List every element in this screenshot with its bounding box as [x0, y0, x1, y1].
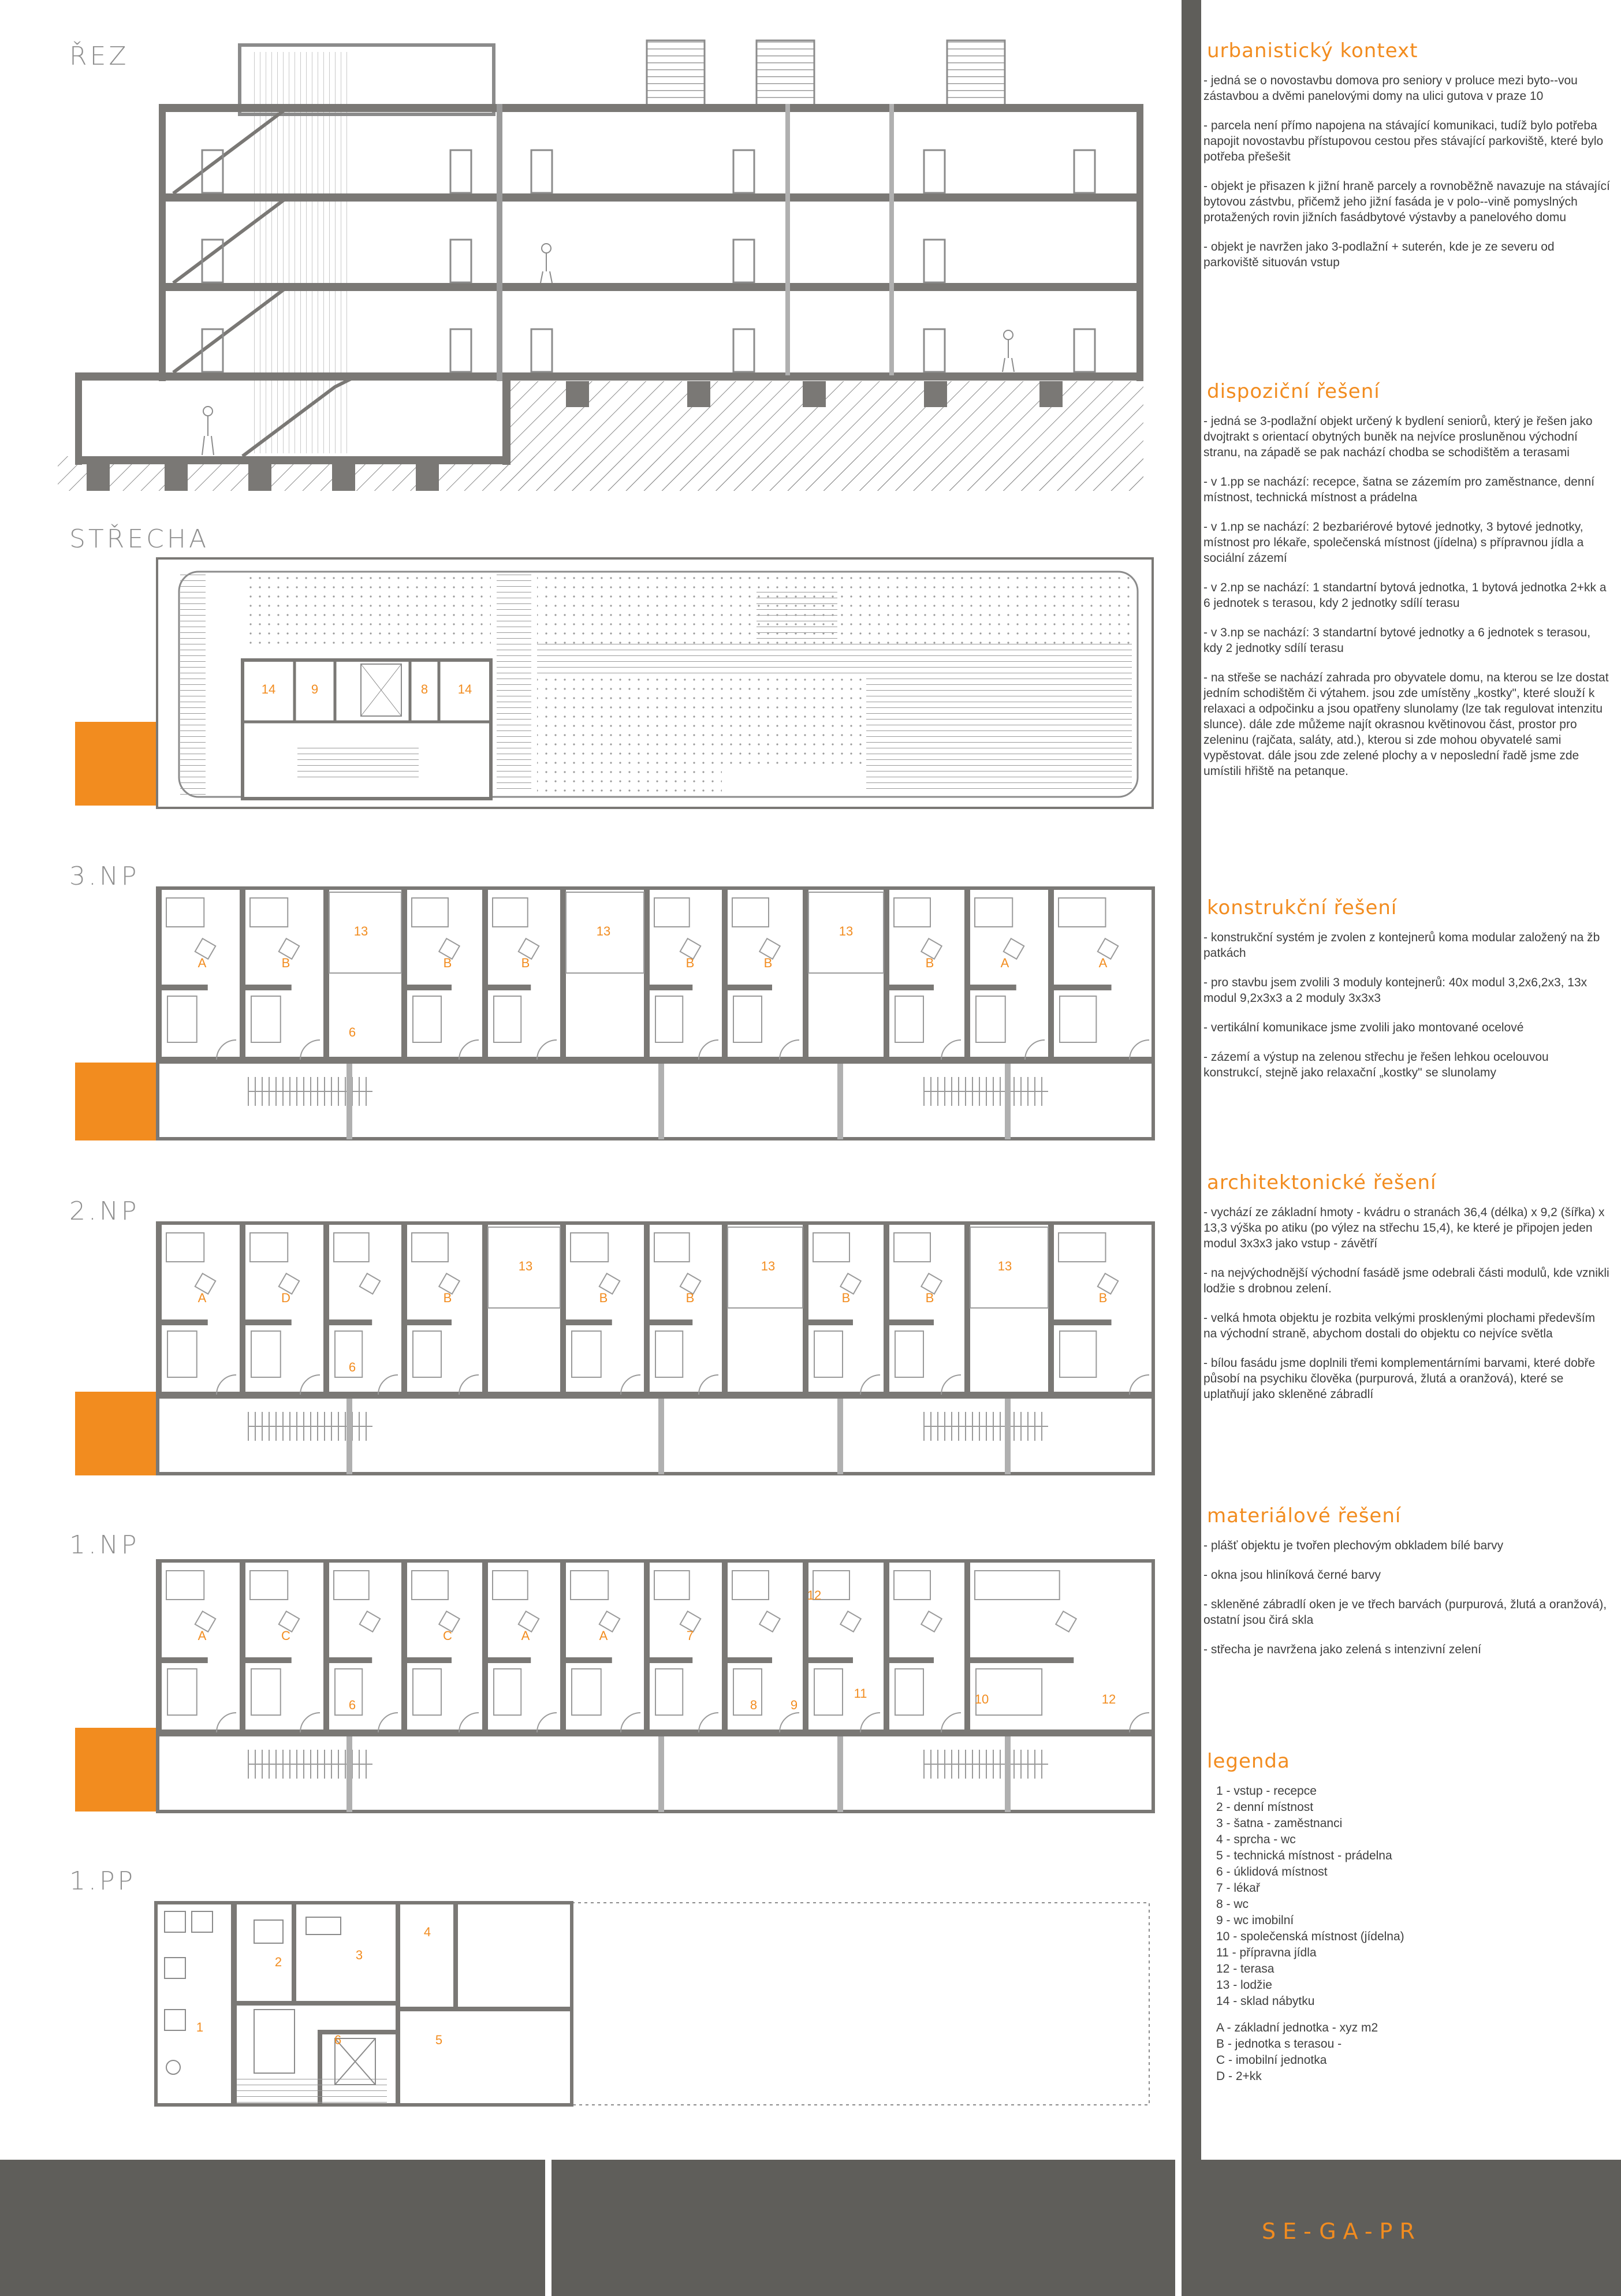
paragraph: - vertikální komunikace jsme zvolili jako montované ocelové [1203, 1021, 1524, 1034]
np2-title: 2.NP [69, 1197, 140, 1226]
np1-room-label: 12 [1101, 1692, 1116, 1706]
roof-room-label: 8 [420, 682, 428, 696]
np2-room-label: 6 [348, 1360, 356, 1374]
architecture-section [1203, 1171, 1611, 1416]
paragraph: - v 2.np se nachází: 1 standartní bytová jednotka, 1 bytová jednotka 2+kk a 6 jednotek s terasou, kdy 2 jednotky sdílí terasu [1203, 581, 1607, 610]
paragraph: - v 3.np se nachází: 3 standartní bytové jednotky a 6 jednotek s terasou, kdy 2 jednotky sdílí terasu [1203, 626, 1591, 655]
np1-room-label: C [281, 1628, 290, 1643]
paragraph: - na nejvýchodnější východní fasádě jsme odebrali části modulů, kde vznikli lodžie s drobnou zelení. [1203, 1266, 1609, 1295]
np3-room-label: B [685, 956, 695, 970]
footer-band-left [0, 2160, 545, 2296]
np2-room-label: B [599, 1291, 608, 1305]
section-heading: dispoziční řešení [1207, 380, 1380, 403]
pp1-room-label: 3 [355, 1948, 363, 1962]
np2-room-label: B [841, 1291, 851, 1305]
np2-room-label: B [1098, 1291, 1108, 1305]
floor-plan-2np [156, 1221, 1155, 1475]
legend-item: 12 - terasa [1216, 1962, 1275, 1976]
floor-plan-3np [156, 886, 1155, 1140]
paragraph: - pro stavbu jsem zvolili 3 moduly kontejnerů: 40x modul 3,2x6,2x3, 13x modul 9,2x3x3 a 2 moduly 3x3x3 [1203, 976, 1588, 1005]
pp1-room-label: 5 [435, 2033, 443, 2047]
paragraph: - bílou fasádu jsme doplnili třemi komplementárními barvami, které dobře působí na psychiku člověka (purpurová, žlutá a oranžová), které se uplatňují jako skleněné zábradlí [1203, 1356, 1596, 1401]
paragraph: - parcela není přímo napojena na stávající komunikaci, tudíž bylo potřeba napojit novostavbu přístupovou cestou přes stávající parkoviště, které bylo potřeba přešešit [1203, 119, 1604, 163]
paragraph: - objekt je přisazen k jižní hraně parcely a rovnoběžně navazuje na stávající bytovou zástvbu, přičemž jeho jižní fasáda je v polo--vině pomyslných protažených rovin jižních fasádbytové výstavby a panelového domu [1203, 180, 1610, 224]
np3-room-label: B [443, 956, 452, 970]
section-heading: konstrukční řešení [1207, 896, 1398, 919]
np1-title: 1.NP [69, 1530, 140, 1560]
orange-color-swatch [75, 722, 157, 806]
legend-unit-item: B - jednotka s terasou - [1216, 2037, 1342, 2051]
legend-item: 3 - šatna - zaměstnanci [1216, 1817, 1343, 1830]
legend-item: 4 - sprcha - wc [1216, 1833, 1296, 1846]
materials-section [1203, 1504, 1611, 1671]
np3-room-label: A [197, 956, 207, 970]
paragraph: - okna jsou hliníková černé barvy [1203, 1568, 1381, 1582]
legend-room-list [1203, 1783, 1611, 2010]
np2-room-label: A [197, 1291, 207, 1305]
legend-item: 2 - denní místnost [1216, 1801, 1314, 1814]
np2-room-label: 13 [518, 1259, 533, 1273]
legend-item: 14 - sklad nábytku [1216, 1995, 1315, 2008]
legend-unit-list [1203, 2020, 1611, 2085]
floor-plan-1np [156, 1559, 1155, 1813]
legend-unit-item: A - základní jednotka - xyz m2 [1216, 2021, 1378, 2034]
paragraph: - v 1.pp se nachází: recepce, šatna se zázemím pro zaměstnance, denní místnost, technická místnost a prádelna [1203, 475, 1595, 504]
building-section-drawing [58, 35, 1184, 497]
roof-room-label: 14 [261, 682, 276, 696]
np1-room-label: C [443, 1628, 452, 1643]
legend-item: 9 - wc imobilní [1216, 1914, 1294, 1927]
pp1-room-label: 6 [334, 2033, 342, 2047]
np3-room-label: B [281, 956, 290, 970]
paragraph: - v 1.np se nachází: 2 bezbariérové bytové jednotky, 3 bytové jednotky, místnost pro lékaře, společenská místnost (jídelna) s přípravnou jídla a sociální zázemí [1203, 520, 1584, 565]
floor-plan-1pp [64, 1894, 1155, 2119]
legend-item: 8 - wc [1216, 1898, 1249, 1911]
legend-section [1203, 1750, 1611, 2085]
legend-item: 5 - technická místnost - prádelna [1216, 1849, 1392, 1862]
pp1-title: 1.PP [69, 1866, 136, 1896]
np3-room-label: 13 [353, 924, 368, 938]
np2-room-label: B [925, 1291, 934, 1305]
legend-unit-item: D - 2+kk [1216, 2070, 1262, 2083]
np1-room-label: A [197, 1628, 207, 1643]
np3-room-label: A [1098, 956, 1108, 970]
np1-room-label: 9 [790, 1698, 798, 1712]
legend-item: 6 - úklidová místnost [1216, 1865, 1328, 1878]
np1-room-label: A [521, 1628, 530, 1643]
np1-room-label: 11 [854, 1686, 867, 1701]
legend-item: 7 - lékař [1216, 1881, 1260, 1895]
layout-section [1203, 380, 1611, 793]
section-heading: legenda [1207, 1750, 1290, 1773]
section-title: ŘEZ [69, 42, 129, 71]
np3-room-label: B [763, 956, 773, 970]
np3-title: 3.NP [69, 862, 140, 891]
urban-context-section [1203, 39, 1611, 284]
np2-room-label: D [281, 1291, 290, 1305]
np2-room-label: B [685, 1291, 695, 1305]
paragraph: - plášť objektu je tvořen plechovým obkladem bílé barvy [1203, 1539, 1504, 1552]
orange-color-swatch [75, 1063, 157, 1140]
np3-room-label: B [925, 956, 934, 970]
np1-room-label: 8 [750, 1698, 758, 1712]
np3-room-label: 6 [348, 1025, 356, 1039]
paragraph: - střecha je navržena jako zelená s intenzivní zelení [1203, 1643, 1481, 1656]
roof-room-label: 9 [311, 682, 319, 696]
orange-color-swatch [75, 1728, 157, 1812]
legend-item: 11 - přípravna jídla [1216, 1946, 1317, 1959]
pp1-room-label: 2 [274, 1955, 282, 1969]
np3-room-label: B [521, 956, 530, 970]
section-heading: architektonické řešení [1207, 1171, 1437, 1194]
paragraph: - skleněné zábradlí oken je ve třech barvách (purpurová, žlutá a oranžová), ostatní jsou čirá skla [1203, 1598, 1607, 1627]
pp1-room-label: 1 [196, 2020, 204, 2034]
np1-room-label: A [599, 1628, 608, 1643]
paragraph: - zázemí a výstup na zelenou střechu je řešen lehkou ocelouvou konstrukcí, stejně jako relaxační „kostky" se slunolamy [1203, 1050, 1549, 1079]
legend-item: 13 - lodžie [1216, 1978, 1272, 1992]
paragraph: - jedná se 3-podlažní objekt určený k bydlení seniorů, který je řešen jako dvojtrakt s orientací obytných buněk na nejvíce prosluněnou východní stranu, na západě se pak nachází chodba se schodištěm a terasami [1203, 415, 1593, 459]
np3-room-label: 13 [839, 924, 854, 938]
np2-room-label: 13 [761, 1259, 776, 1273]
paragraph: - konstrukční systém je zvolen z kontejnerů koma modular založený na žb patkách [1203, 931, 1600, 960]
construction-section [1203, 896, 1611, 1094]
orange-color-swatch [75, 1392, 157, 1475]
brand-mark: SE-GA-PR [1262, 2219, 1422, 2244]
section-heading: materiálové řešení [1207, 1504, 1402, 1527]
np1-room-label: 7 [686, 1628, 694, 1643]
np2-room-label: 13 [997, 1259, 1012, 1273]
paragraph: - jedná se o novostavbu domova pro seniory v proluce mezi byto--vou zástavbou a dvěmi panelovými domy na ulici gutova v praze 10 [1203, 74, 1578, 103]
paragraph: - na střeše se nachází zahrada pro obyvatele domu, na kterou se lze dostat jedním schodištěm či výtahem. jsou zde umístěny „kostky", které slouží k relaxaci a odpočinku a jsou opatřeny slunolamy (lze tak regulovat intenzitu slunce). dále zde můžeme najít okrasnou květinovou část, prostor pro zeleninu (rajčata, saláty, atd.), kterou si zde mohou obyvatelé sami vypěstovat. dále jsou zde zelené plochy a v neposlední řadě jsme zde umístili hřiště na petanque. [1203, 671, 1609, 778]
pp1-room-label: 4 [423, 1925, 431, 1939]
np2-room-label: B [443, 1291, 452, 1305]
np3-room-label: 13 [596, 924, 611, 938]
footer-band-middle [551, 2160, 1175, 2296]
legend-item: 1 - vstup - recepce [1216, 1784, 1317, 1798]
paragraph: - objekt je navržen jako 3-podlažní + suterén, kde je ze severu od parkoviště situován vstup [1203, 240, 1555, 269]
np1-room-label: 10 [974, 1692, 989, 1706]
roof-title: STŘECHA [69, 524, 210, 554]
paragraph: - velká hmota objektu je rozbita velkými prosklenými plochami především na východní straně, abychom dostali do objektu co nejvíce světla [1203, 1311, 1596, 1340]
np1-room-label: 12 [807, 1588, 822, 1602]
np3-room-label: A [1000, 956, 1009, 970]
np1-room-label: 6 [348, 1698, 356, 1712]
paragraph: - vychází ze základní hmoty - kvádru o stranách 36,4 (délka) x 9,2 (šířka) x 13,3 výška po atiku (po výlez na střechu 15,4), ke které je připojen jeden modul 3x3x3 jako vstup - závětří [1203, 1206, 1605, 1250]
roof-room-label: 14 [457, 682, 472, 696]
legend-unit-item: C - imobilní jednotka [1216, 2053, 1327, 2067]
legend-item: 10 - společenská místnost (jídelna) [1216, 1930, 1404, 1943]
roof-plan-drawing [156, 557, 1155, 811]
section-heading: urbanistický kontext [1207, 39, 1418, 62]
